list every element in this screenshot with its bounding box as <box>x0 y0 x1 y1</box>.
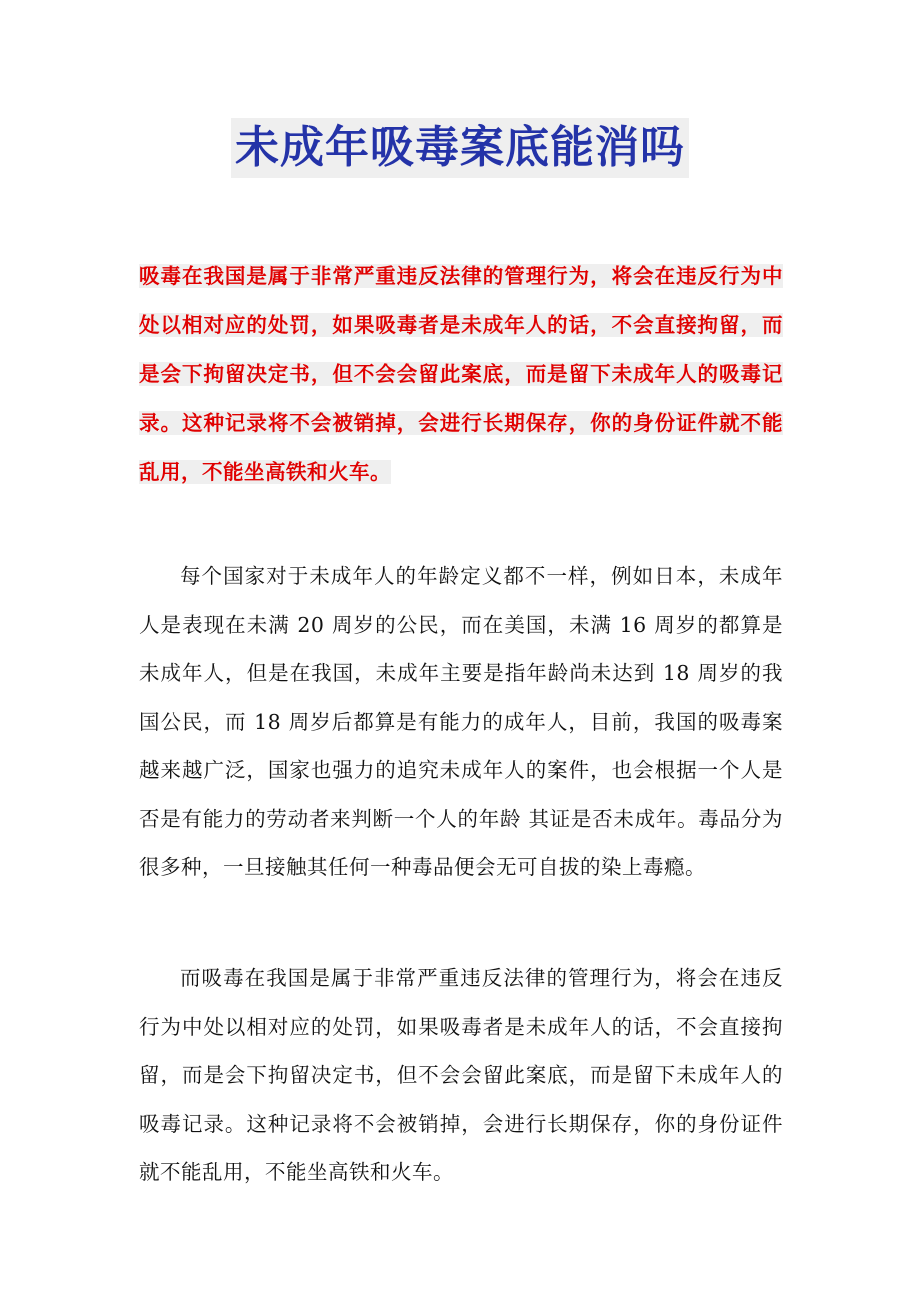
document-title: 未成年吸毒案底能消吗 <box>231 118 689 178</box>
body-paragraph-2: 而吸毒在我国是属于非常严重违反法律的管理行为，将会在违反行为中处以相对应的处罚，如果吸毒者是未成年人的话，不会直接拘留，而是会下拘留决定书，但不会会留此案底，而是留下未成年人的吸毒记录。这种记录将不会被销掉，会进行长期保存，你的身份证件就不能乱用，不能坐高铁和火车。 <box>139 966 783 1184</box>
body-paragraph-1: 每个国家对于未成年人的年龄定义都不一样，例如日本，未成年人是表现在未满 20 周岁的公民，而在美国，未满 16 周岁的都算是未成年人，但是在我国，未成年主要是指年龄尚未达到 18 周岁的我国公民，而 18 周岁后都算是有能力的成年人，目前，我国的吸毒案越来越广泛，国家也强力的追究未成年人的案件，也会根据一个人是否是有能力的劳动者来判断一个人的年龄 其证是否未成年。毒品分为很多种，一旦接触其任何一种毒品便会无可自拔的染上毒瘾。 <box>139 564 783 879</box>
title-container <box>0 118 920 178</box>
summary-text: 吸毒在我国是属于非常严重违反法律的管理行为，将会在违反行为中处以相对应的处罚，如果吸毒者是未成年人的话，不会直接拘留，而是会下拘留决定书，但不会会留此案底，而是留下未成年人的吸毒记录。这种记录将不会被销掉，会进行长期保存，你的身份证件就不能乱用，不能坐高铁和火车。 <box>139 264 783 484</box>
summary-paragraph <box>139 252 783 497</box>
